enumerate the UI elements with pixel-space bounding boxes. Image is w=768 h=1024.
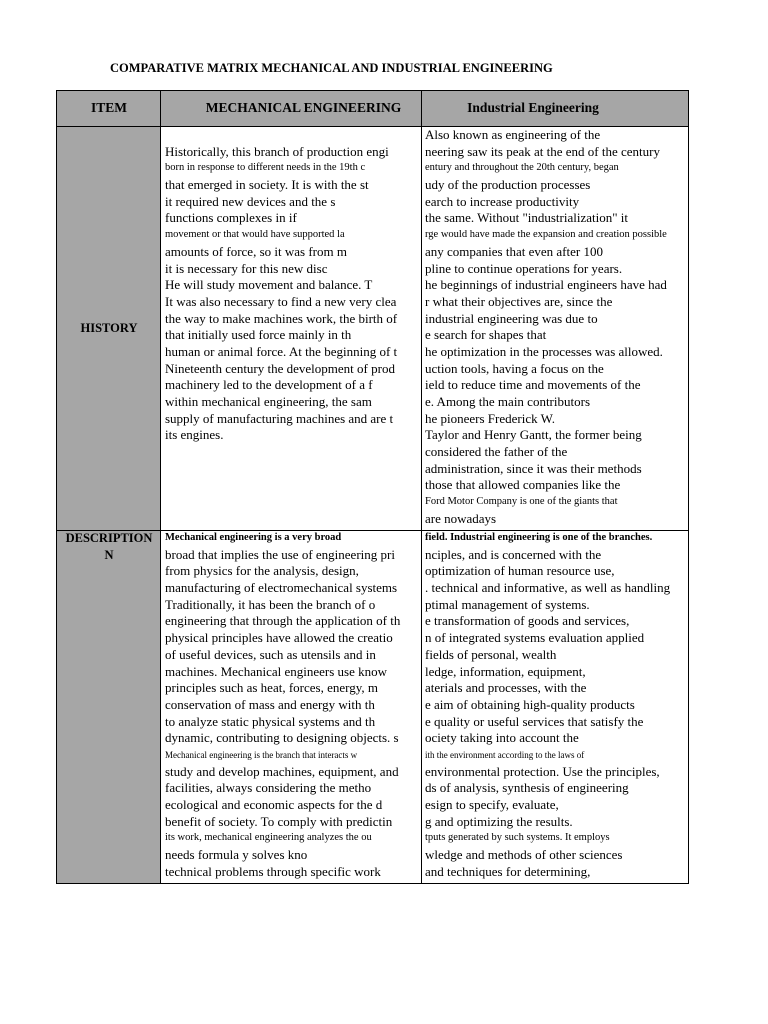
text-line: Mechanical engineering is the branch that interacts w <box>165 749 358 760</box>
text-line: amounts of force, so it was from m <box>165 243 347 259</box>
text-line: he optimization in the processes was allowed. <box>425 343 663 359</box>
text-line: that initially used force mainly in th <box>165 327 352 343</box>
text-line: Traditionally, it has been the branch of o <box>165 596 376 612</box>
text-line: within mechanical engineering, the sam <box>165 394 372 409</box>
row-label-description-bg <box>57 530 161 883</box>
text-line: broad that implies the use of engineering pri <box>165 546 395 562</box>
text-line: its work, mechanical engineering analyzes the ou <box>165 832 372 844</box>
text-line: He will study movement and balance. T <box>165 277 373 293</box>
text-line: field. Industrial engineering is one of the branches. <box>425 532 653 543</box>
text-line: it required new devices and the s <box>165 193 336 209</box>
text-line: n of integrated systems evaluation applied <box>425 630 645 646</box>
table-border-col1 <box>160 90 161 884</box>
text-line: machines. Mechanical engineers use know <box>165 663 388 679</box>
text-line: earch to increase productivity <box>425 193 580 209</box>
document-title: COMPARATIVE MATRIX MECHANICAL AND INDUSTRIAL ENGINEERING <box>110 61 553 75</box>
text-line: physical principles have allowed the creatio <box>165 630 393 646</box>
header-mechanical-engineering: MECHANICAL ENGINEERING <box>205 100 402 115</box>
history-mechanical-text <box>165 127 397 444</box>
text-line: udy of the production processes <box>425 177 591 193</box>
text-line: facilities, always considering the metho <box>165 780 372 796</box>
text-line: pline to continue operations for years. <box>425 260 623 276</box>
history-industrial-text <box>425 127 667 528</box>
text-line: technical problems through specific work <box>165 863 381 879</box>
text-line: benefit of society. To comply with predictin <box>165 813 393 829</box>
text-line: nciples, and is concerned with the <box>425 546 602 562</box>
text-line: to analyze static physical systems and th <box>165 713 376 729</box>
text-line: and techniques for determining, <box>425 863 591 879</box>
text-line: aterials and processes, with the <box>425 680 587 696</box>
text-line: ledge, information, equipment, <box>425 663 586 679</box>
row-label-description: DESCRIPTION N <box>65 531 153 562</box>
table-border-col2 <box>421 90 422 884</box>
text-line: supply of manufacturing machines and are t <box>165 410 394 426</box>
table-border-top <box>56 90 689 91</box>
table-border-header-bottom <box>56 126 689 127</box>
text-line: movement or that would have supported la <box>165 229 345 241</box>
text-line: industrial engineering was due to <box>425 310 598 326</box>
text-line: environmental protection. Use the principles, <box>425 763 660 779</box>
text-line: uction tools, having a focus on the <box>425 360 604 376</box>
text-line: e aim of obtaining high-quality products <box>425 696 635 712</box>
text-line: administration, since it was their methods <box>425 460 642 476</box>
text-line: he beginnings of industrial engineers have had <box>425 277 667 293</box>
table-border-bottom <box>56 883 689 884</box>
text-line: principles such as heat, forces, energy, m <box>165 680 378 696</box>
text-line: Also known as engineering of the <box>425 127 601 142</box>
description-mechanical-text <box>165 530 400 880</box>
text-line: conservation of mass and energy with th <box>165 696 375 712</box>
text-line: ith the environment according to the laws of <box>425 749 585 760</box>
text-line: ecological and economic aspects for the d <box>165 797 383 812</box>
text-line: Taylor and Henry Gantt, the former being <box>425 427 642 443</box>
text-line: machinery led to the development of a f <box>165 377 373 393</box>
text-line: entury and throughout the 20th century, began <box>425 162 619 174</box>
text-line: wledge and methods of other sciences <box>425 847 623 863</box>
text-line: study and develop machines, equipment, and <box>165 763 399 779</box>
text-line: the same. Without "industrialization" it <box>425 210 629 226</box>
row-label-history: HISTORY <box>80 321 138 335</box>
text-line: tputs generated by such systems. It employs <box>425 832 610 844</box>
text-line: needs formula y solves kno <box>165 847 308 863</box>
text-line: those that allowed companies like the <box>425 477 621 493</box>
text-line: ds of analysis, synthesis of engineering <box>425 780 629 796</box>
text-line: ociety taking into account the <box>425 730 579 746</box>
text-line: r what their objectives are, since the <box>425 293 613 309</box>
text-line: any companies that even after 100 <box>425 243 603 259</box>
text-line: ptimal management of systems. <box>425 596 590 612</box>
text-line: Nineteenth century the development of prod <box>165 360 395 376</box>
text-line: optimization of human resource use, <box>425 563 615 579</box>
text-line: born in response to different needs in the 19th c <box>165 162 366 174</box>
text-line: human or animal force. At the beginning of t <box>165 343 398 359</box>
text-line: it is necessary for this new disc <box>165 260 328 276</box>
text-line: It was also necessary to find a new very clea <box>165 293 397 309</box>
text-line: considered the father of the <box>425 444 568 460</box>
text-line: that emerged in society. It is with the st <box>165 177 369 193</box>
header-item: ITEM <box>90 100 127 115</box>
text-line: of useful devices, such as utensils and in <box>165 646 376 662</box>
text-line: e. Among the main contributors <box>425 394 591 409</box>
text-line: Mechanical engineering is a very broad <box>165 532 342 543</box>
text-line: neering saw its peak at the end of the century <box>425 143 660 159</box>
table-border-row-divider <box>56 530 689 531</box>
text-line: dynamic, contributing to designing objects. s <box>165 730 399 746</box>
text-line: are nowadays <box>425 510 497 526</box>
text-line: engineering that through the application of th <box>165 613 401 629</box>
text-line: ield to reduce time and movements of the <box>425 377 641 393</box>
text-line: . technical and informative, as well as handling <box>425 580 671 596</box>
text-line: he pioneers Frederick W. <box>425 410 555 426</box>
table-border-right <box>688 90 689 884</box>
text-line: functions complexes in if <box>165 210 297 226</box>
text-line: Ford Motor Company is one of the giants that <box>425 496 618 508</box>
text-line: g and optimizing the results. <box>425 813 573 829</box>
description-industrial-text <box>425 530 670 880</box>
text-line: its engines. <box>165 427 224 443</box>
text-line: the way to make machines work, the birth of <box>165 310 398 326</box>
table-border-left <box>56 90 57 884</box>
header-industrial-engineering: Industrial Engineering <box>467 100 599 115</box>
text-line: from physics for the analysis, design, <box>165 563 359 579</box>
text-line <box>165 127 397 144</box>
text-line: fields of personal, wealth <box>425 646 557 662</box>
text-line: Historically, this branch of production engi <box>165 143 389 159</box>
text-line: esign to specify, evaluate, <box>425 797 559 812</box>
text-line: e transformation of goods and services, <box>425 613 630 629</box>
text-line: e search for shapes that <box>425 327 547 343</box>
text-line: rge would have made the expansion and creation possible <box>425 229 667 241</box>
text-line: e quality or useful services that satisfy the <box>425 713 644 729</box>
text-line: manufacturing of electromechanical systems <box>165 580 398 596</box>
